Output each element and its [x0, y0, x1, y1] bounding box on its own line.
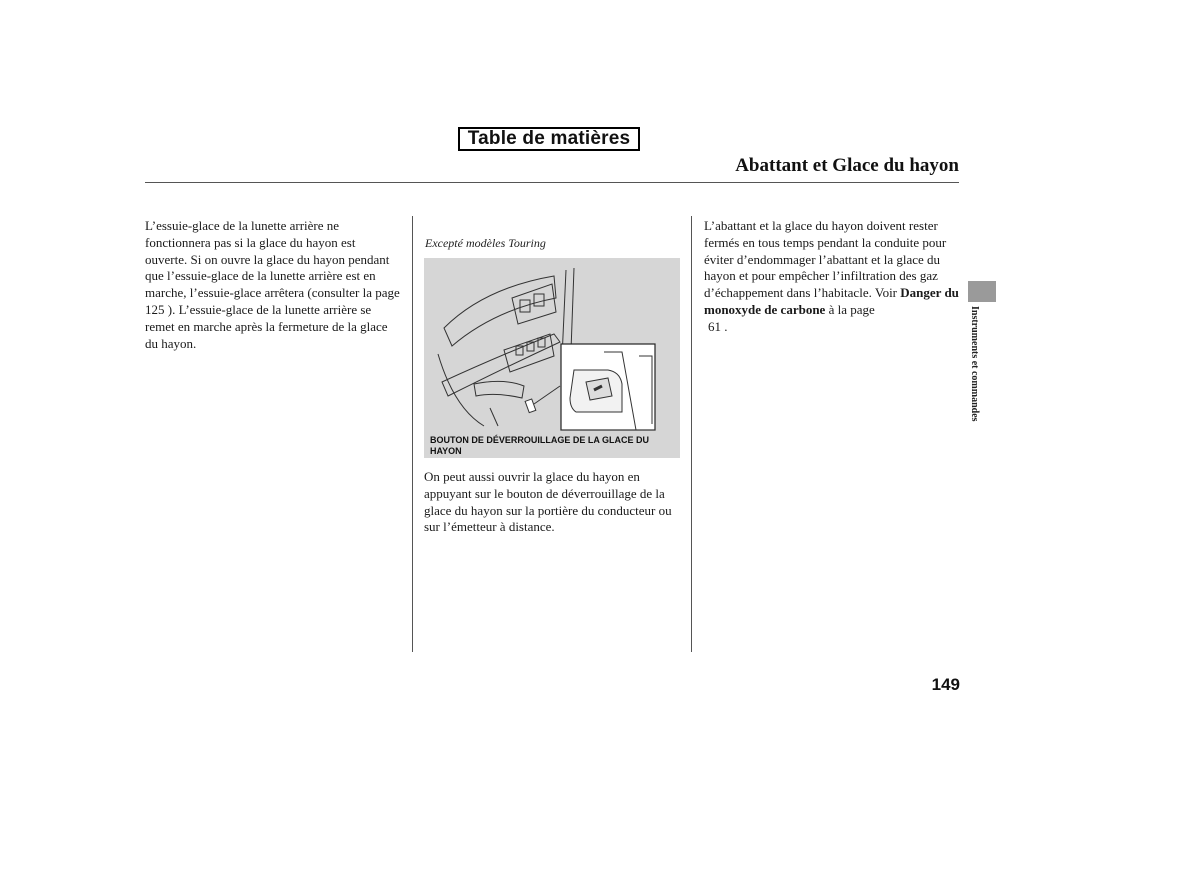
column-divider: [412, 216, 413, 652]
column3-text-after: à la page: [825, 301, 875, 317]
page-title: Abattant et Glace du hayon: [735, 155, 959, 176]
section-tab-label: Instruments et commandes: [969, 306, 980, 422]
column2-paragraph: On peut aussi ouvrir la glace du hayon en appuyant sur le bouton de déverrouillage de la glace du hayon sur la portière du conducteur ou sur l’émetteur à distance.: [424, 469, 672, 535]
header-divider: [145, 182, 959, 183]
door-panel-illustration: [424, 258, 680, 458]
door-panel-drawing: [424, 258, 680, 458]
table-of-contents-button[interactable]: Table de matières: [458, 127, 640, 151]
column-divider: [691, 216, 692, 652]
page-reference-link[interactable]: 61 .: [708, 318, 728, 334]
section-tab: [968, 281, 996, 302]
column1-paragraph: L’essuie-glace de la lunette arrière ne fonctionnera pas si la glace du hayon est ouverte. Si on ouvre la glace du hayon pendant que l’essuie-glace de la lunette arrière est en marche, l’essuie-glace arrêtera (consulter la page 125 ). L’essuie-glace de la lunette arrière se remet en marche après la fermeture de la glace du hayon.: [145, 218, 400, 351]
column3-paragraph: [704, 218, 960, 336]
carbon-monoxide-link[interactable]: Danger du monoxyde de carbone: [704, 285, 959, 317]
figure-label: BOUTON DE DÉVERROUILLAGE DE LA GLACE DU HAYON: [430, 435, 650, 456]
page-number: 149: [931, 675, 960, 694]
figure-caption: Excepté modèles Touring: [425, 236, 546, 250]
column3-text: L’abattant et la glace du hayon doivent rester fermés en tous temps pendant la conduite pour éviter d’endommager l’abattant et la glace du hayon et pour empêcher l’infiltration des gaz d’échappement dans l’habitacle. Voir: [704, 218, 947, 301]
